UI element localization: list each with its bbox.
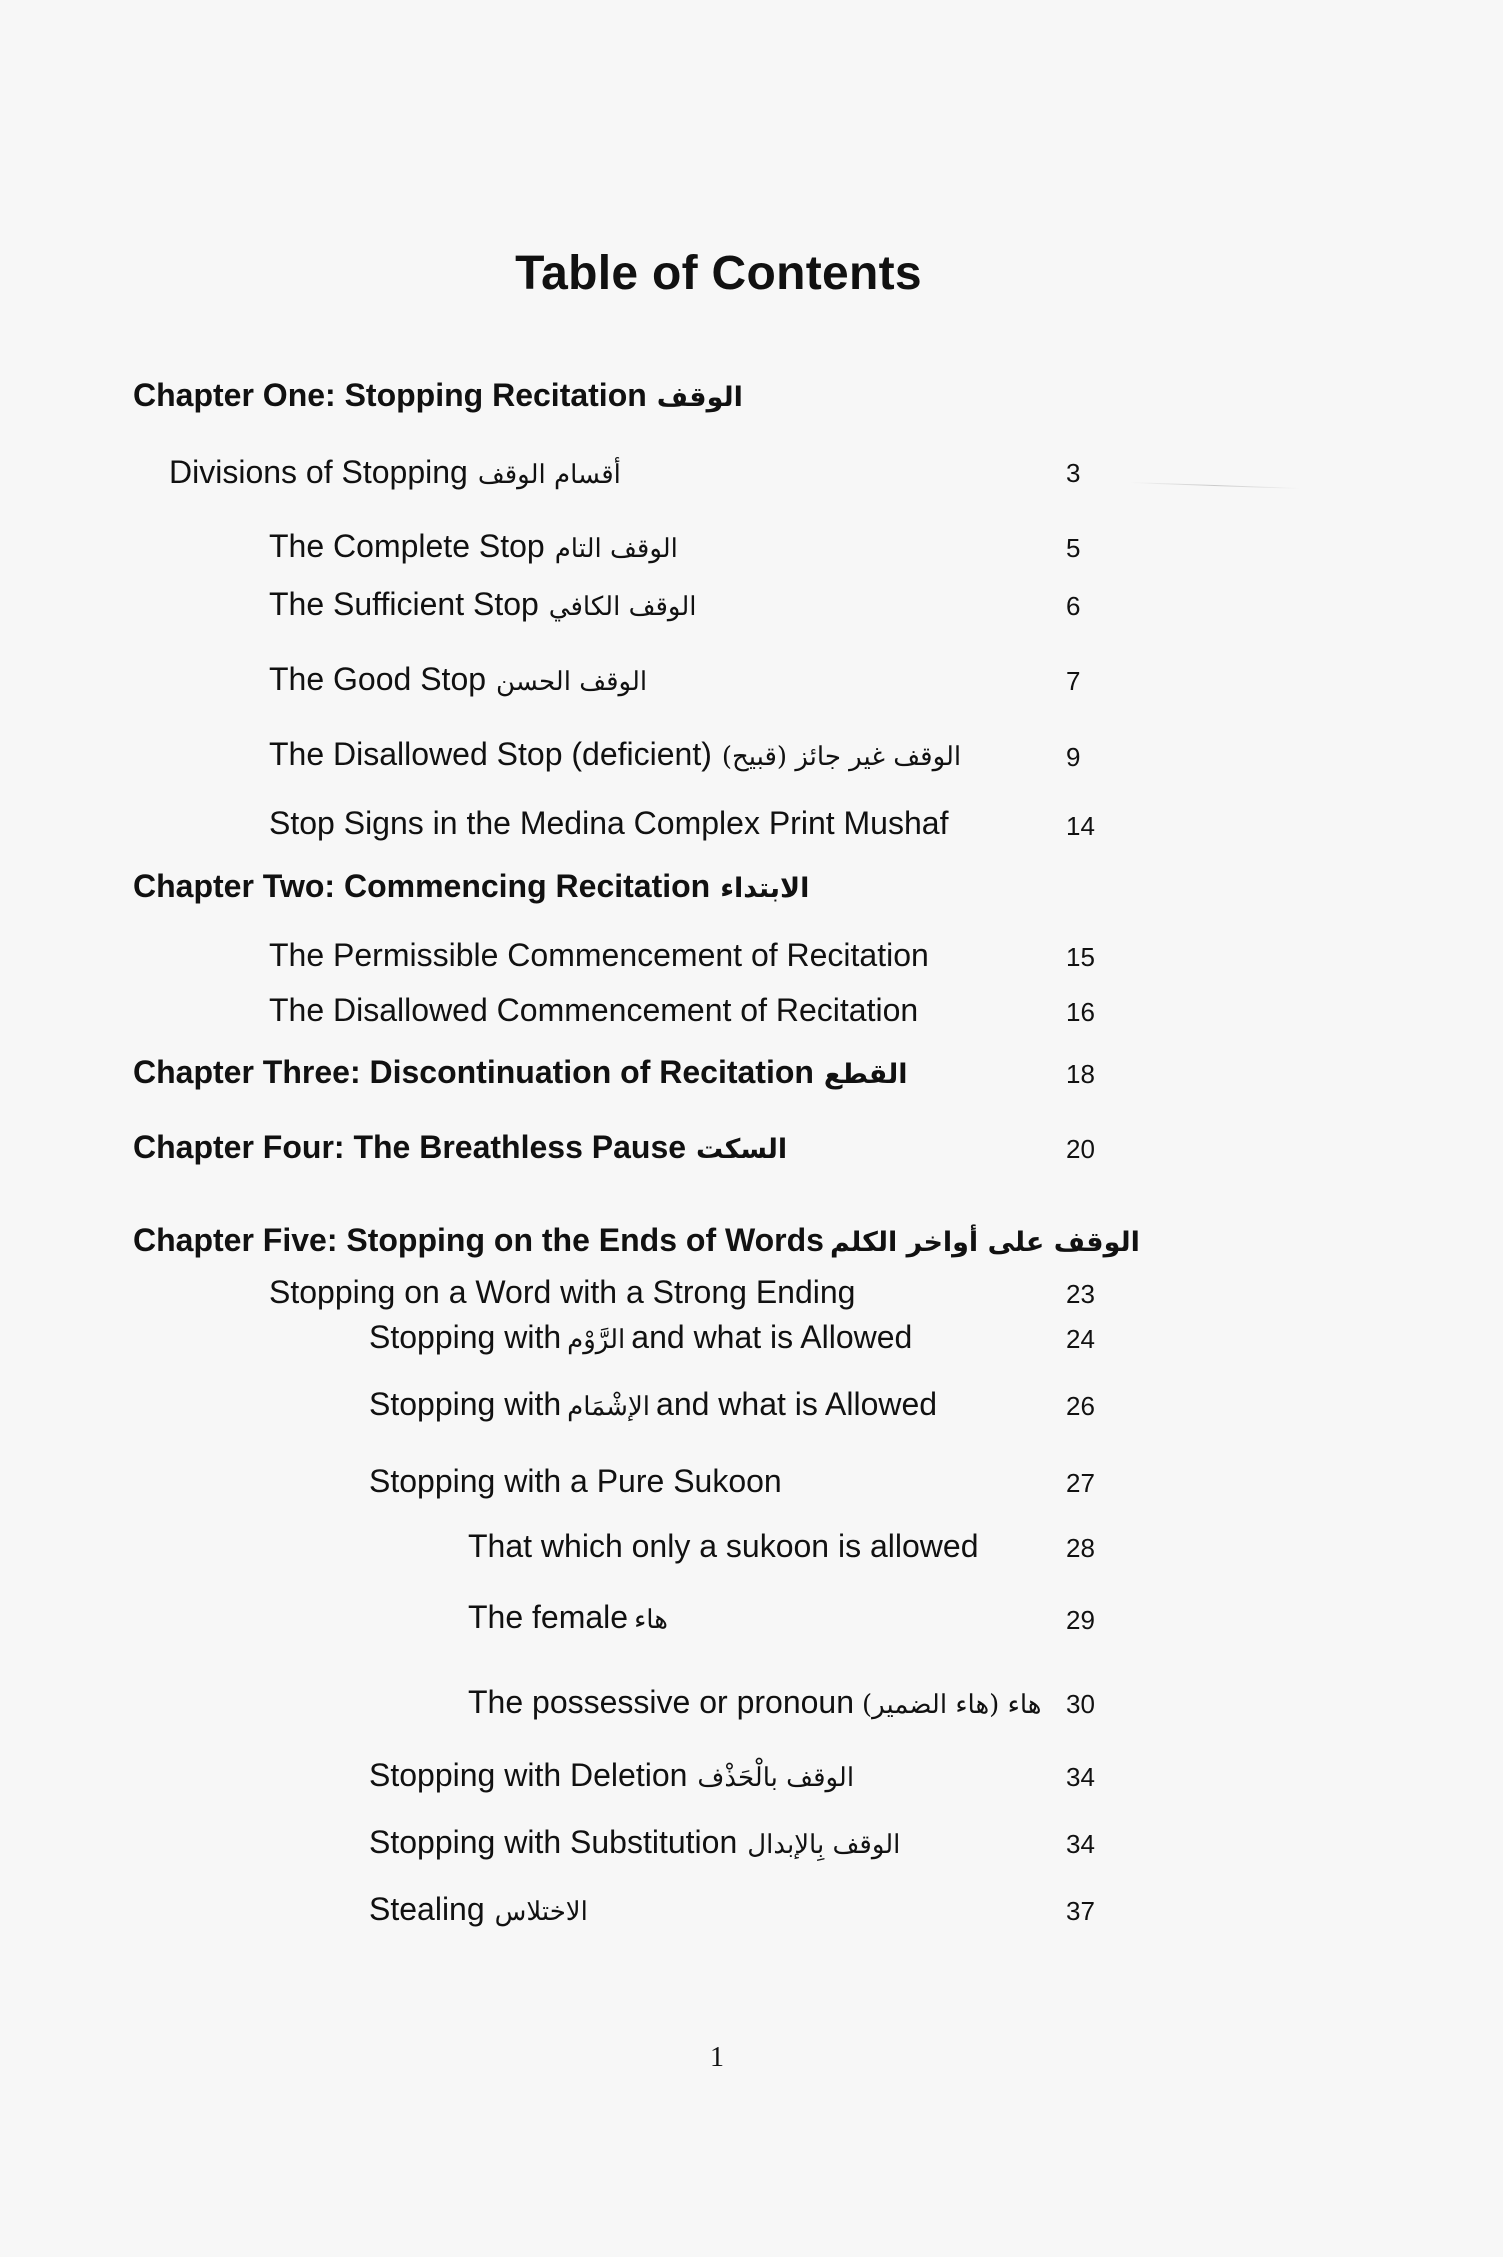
entry-text-after: and what is Allowed bbox=[631, 1319, 913, 1355]
entry-text: Chapter Two: Commencing Recitation bbox=[133, 868, 711, 904]
entry-arabic: أقسام الوقف bbox=[477, 460, 621, 490]
entry-arabic: الرَّوْم bbox=[567, 1325, 626, 1355]
entry-text: Chapter One: Stopping Recitation bbox=[133, 377, 647, 413]
page-number: 18 bbox=[1066, 1059, 1095, 1089]
entry-text: The Sufficient Stop bbox=[269, 586, 539, 622]
entry-arabic: الاختلاس bbox=[494, 1897, 588, 1927]
toc-entry[interactable] bbox=[269, 990, 918, 1030]
entry-arabic: القطع bbox=[823, 1059, 908, 1090]
page-number: 34 bbox=[1066, 1762, 1095, 1792]
entry-arabic: هاء (هاء الضمير) bbox=[862, 1690, 1042, 1720]
toc-chapter-two[interactable] bbox=[133, 866, 809, 909]
entry-arabic: هاء bbox=[634, 1605, 668, 1635]
page-number: 37 bbox=[1066, 1896, 1095, 1926]
toc-entry[interactable] bbox=[269, 659, 647, 702]
page-number: 3 bbox=[1066, 458, 1081, 488]
entry-text: Stop Signs in the Medina Complex Print Mushaf bbox=[269, 805, 949, 841]
page-number: 30 bbox=[1066, 1689, 1095, 1719]
entry-text: Chapter Three: Discontinuation of Recitation bbox=[133, 1054, 814, 1090]
toc-chapter-three[interactable] bbox=[133, 1052, 908, 1095]
entry-text: Stopping on a Word with a Strong Ending bbox=[269, 1274, 856, 1310]
scan-artifact bbox=[1130, 482, 1300, 489]
toc-entry[interactable] bbox=[169, 452, 621, 495]
page-number: 23 bbox=[1066, 1279, 1095, 1309]
entry-arabic: الوقف bbox=[656, 382, 743, 413]
page-number: 15 bbox=[1066, 942, 1095, 972]
entry-text: The Complete Stop bbox=[269, 528, 545, 564]
entry-arabic: السكت bbox=[696, 1134, 788, 1165]
entry-text-after: and what is Allowed bbox=[656, 1386, 938, 1422]
toc-entry[interactable] bbox=[269, 526, 678, 569]
toc-entry[interactable] bbox=[269, 803, 948, 843]
toc-entry[interactable] bbox=[269, 584, 697, 627]
entry-text: The Good Stop bbox=[269, 661, 487, 697]
toc-entry[interactable] bbox=[369, 1461, 782, 1501]
page-number: 27 bbox=[1066, 1468, 1095, 1498]
toc-entry[interactable] bbox=[369, 1755, 854, 1798]
entry-arabic: الإشْمَام bbox=[567, 1392, 651, 1422]
entry-text: Divisions of Stopping bbox=[169, 454, 468, 490]
entry-arabic: الوقف التام bbox=[554, 534, 678, 564]
page-number: 29 bbox=[1066, 1605, 1095, 1635]
page-number: 34 bbox=[1066, 1829, 1095, 1859]
page-number: 20 bbox=[1066, 1134, 1095, 1164]
entry-arabic: الوقف الكافي bbox=[548, 592, 697, 622]
entry-text: Chapter Five: Stopping on the Ends of Words bbox=[133, 1222, 824, 1258]
entry-text-before: Stopping with bbox=[369, 1386, 562, 1422]
entry-arabic: الوقف غير جائز (قبيح) bbox=[721, 742, 962, 772]
footer-page-number: 1 bbox=[710, 2042, 724, 2073]
toc-entry[interactable] bbox=[369, 1317, 912, 1360]
entry-arabic: الوقف على أواخر الكلم bbox=[829, 1227, 1140, 1258]
toc-chapter-five[interactable] bbox=[133, 1220, 1140, 1263]
page-number: 6 bbox=[1066, 591, 1081, 621]
toc-entry[interactable] bbox=[269, 1272, 855, 1312]
page-title: Table of Contents bbox=[515, 247, 922, 300]
entry-text: The Permissible Commencement of Recitation bbox=[269, 937, 929, 973]
page-number: 26 bbox=[1066, 1391, 1095, 1421]
toc-entry[interactable] bbox=[468, 1597, 668, 1640]
toc-entry[interactable] bbox=[468, 1526, 979, 1566]
entry-arabic: الوقف بِالإبدال bbox=[747, 1830, 901, 1860]
toc-entry[interactable] bbox=[269, 734, 961, 777]
entry-arabic: الوقف الحسن bbox=[496, 667, 648, 697]
entry-text: The female bbox=[468, 1599, 629, 1635]
toc-entry[interactable] bbox=[369, 1384, 937, 1427]
entry-text: Stopping with Deletion bbox=[369, 1757, 688, 1793]
page-number: 16 bbox=[1066, 997, 1095, 1027]
entry-text: Stopping with a Pure Sukoon bbox=[369, 1463, 782, 1499]
entry-text-before: Stopping with bbox=[369, 1319, 562, 1355]
entry-text: That which only a sukoon is allowed bbox=[468, 1528, 979, 1564]
entry-text: The Disallowed Commencement of Recitation bbox=[269, 992, 919, 1028]
page-number: 7 bbox=[1066, 666, 1081, 696]
entry-text: Stopping with Substitution bbox=[369, 1824, 738, 1860]
toc-chapter-four[interactable] bbox=[133, 1127, 787, 1170]
toc-entry[interactable] bbox=[468, 1682, 1041, 1725]
entry-text: The possessive or pronoun bbox=[468, 1684, 854, 1720]
page-number: 14 bbox=[1066, 811, 1095, 841]
toc-chapter-one[interactable] bbox=[133, 375, 743, 418]
entry-arabic: الابتداء bbox=[720, 873, 810, 904]
page-number: 24 bbox=[1066, 1324, 1095, 1354]
entry-text: Stealing bbox=[369, 1891, 485, 1927]
page-number: 9 bbox=[1066, 742, 1081, 772]
toc-entry[interactable] bbox=[369, 1822, 900, 1865]
toc-entry[interactable] bbox=[369, 1889, 588, 1932]
entry-arabic: الوقف بالْحَذْف bbox=[697, 1763, 855, 1793]
page-number: 28 bbox=[1066, 1533, 1095, 1563]
toc-entry[interactable] bbox=[269, 935, 929, 975]
entry-text: The Disallowed Stop (deficient) bbox=[269, 736, 712, 772]
page-number: 5 bbox=[1066, 533, 1081, 563]
entry-text: Chapter Four: The Breathless Pause bbox=[133, 1129, 687, 1165]
